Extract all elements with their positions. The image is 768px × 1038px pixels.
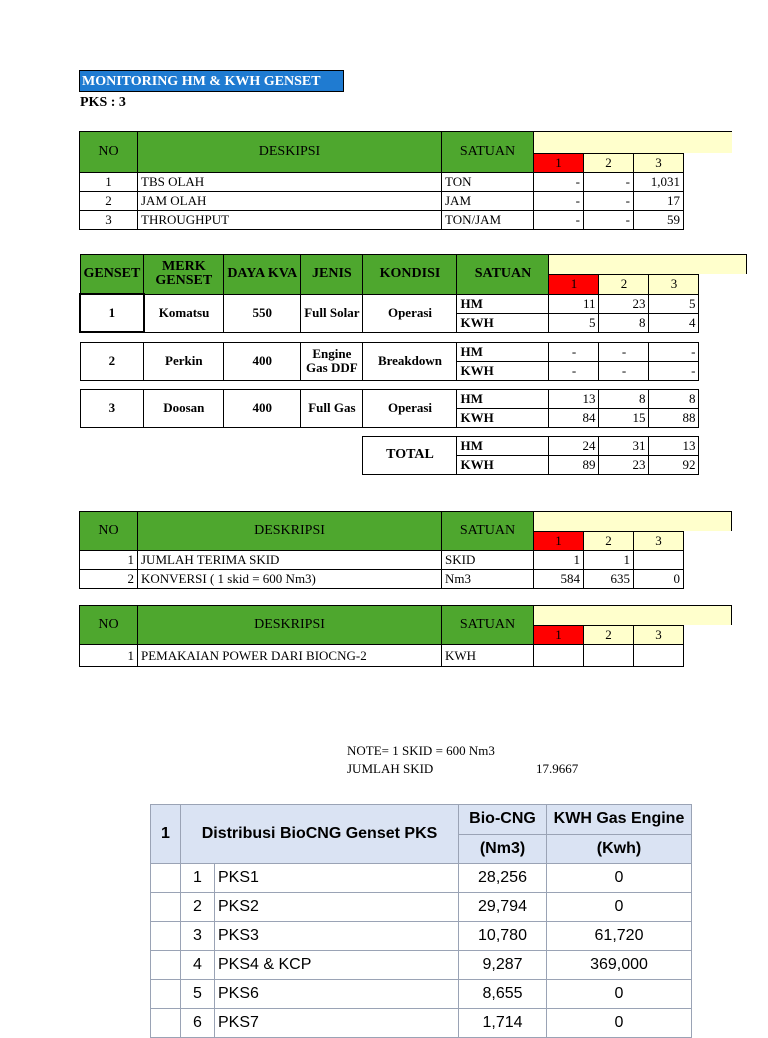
header-daya: DAYA KVA — [224, 255, 301, 295]
table-row: 1 PEMAKAIAN POWER DARI BIOCNG-2 KWH — [80, 645, 732, 667]
bio-col1: Bio-CNG — [459, 805, 547, 835]
bio-no: 1 — [151, 805, 181, 864]
skid-table: NO DESKRIPSI SATUAN 1 2 3 1 JUMLAH TERIMA SKID SKID 1 1 2 KONVERSI ( 1 skid = 600 Nm3) Nm3 584 635 0 — [79, 511, 732, 589]
header-day-3: 3 — [634, 154, 684, 173]
header-unit: SATUAN — [442, 132, 534, 173]
report-title: MONITORING HM & KWH GENSET — [79, 70, 344, 92]
total-label: TOTAL — [363, 436, 457, 474]
header-day-1: 1 — [534, 154, 584, 173]
pks-label: PKS : 3 — [80, 95, 126, 110]
table-row: 4 PKS4 & KCP 9,287 369,000 — [151, 951, 692, 980]
table-row: 3 PKS3 10,780 61,720 — [151, 922, 692, 951]
header-merk: MERK GENSET — [144, 255, 224, 295]
header-no: NO — [80, 132, 138, 173]
header-day-2: 2 — [584, 154, 634, 173]
genset-row: 2 Perkin 400 Engine Gas DDF Breakdown HM - - - — [80, 342, 747, 361]
genset-row: 3 Doosan 400 Full Gas Operasi HM 13 8 8 — [80, 389, 747, 408]
production-table — [79, 131, 732, 230]
table-row: 1 TBS OLAH TON - - 1,031 — [80, 173, 732, 192]
biocng-distribution-table: 1 Distribusi BioCNG Genset PKS Bio-CNG KWH Gas Engine (Nm3) (Kwh) 1 PKS1 28,256 0 2 PKS2 29,794 0 3 PKS3 10,780 61,720 4 PKS4 & KCP 9,287 369,000 5 PKS6 8,655 0 6 PKS7 1,714 0 — [150, 804, 692, 1038]
table-row: 2 JAM OLAH JAM - - 17 — [80, 192, 732, 211]
table-row: 1 JUMLAH TERIMA SKID SKID 1 1 — [80, 551, 732, 570]
table-row: 1 PKS1 28,256 0 — [151, 864, 692, 893]
note-skid-label: JUMLAH SKID — [347, 761, 434, 776]
power-table: NO DESKRIPSI SATUAN 1 2 3 1 PEMAKAIAN POWER DARI BIOCNG-2 KWH — [79, 605, 732, 667]
header-desc: DESKIPSI — [138, 132, 442, 173]
note-skid-value: 17.9667 — [536, 761, 579, 776]
total-row: TOTAL HM 24 31 13 — [80, 436, 747, 455]
header-kondisi: KONDISI — [363, 255, 457, 295]
header-satuan: SATUAN — [457, 255, 549, 295]
genset-row: 1 Komatsu 550 Full Solar Operasi HM 11 23 5 — [80, 294, 747, 313]
table-row: 2 PKS2 29,794 0 — [151, 893, 692, 922]
note-line-1: NOTE= 1 SKID = 600 Nm3 — [347, 743, 495, 758]
table-row: 6 PKS7 1,714 0 — [151, 1009, 692, 1038]
bio-title: Distribusi BioCNG Genset PKS — [181, 805, 459, 864]
table-row: 2 KONVERSI ( 1 skid = 600 Nm3) Nm3 584 635 0 — [80, 570, 732, 589]
header-genset: GENSET — [80, 255, 144, 295]
genset-table: GENSET MERK GENSET DAYA KVA JENIS KONDISI SATUAN 1 2 3 1 Komatsu 550 Full Solar Operasi HM 11 23 5 KWH 5 8 4 2 Perkin 400 Engine Gas DDF Breakdown HM - - - KWH - - - 3 Doosan 400 Full Gas Operasi HM 13 8 8 KWH 84 15 88 TOTAL HM 24 31 13 KWH 89 23 92 — [79, 254, 747, 475]
header-jenis: JENIS — [301, 255, 363, 295]
table-row: 5 PKS6 8,655 0 — [151, 980, 692, 1009]
bio-col2: KWH Gas Engine — [547, 805, 692, 835]
table-row: 3 THROUGHPUT TON/JAM - - 59 — [80, 211, 732, 230]
